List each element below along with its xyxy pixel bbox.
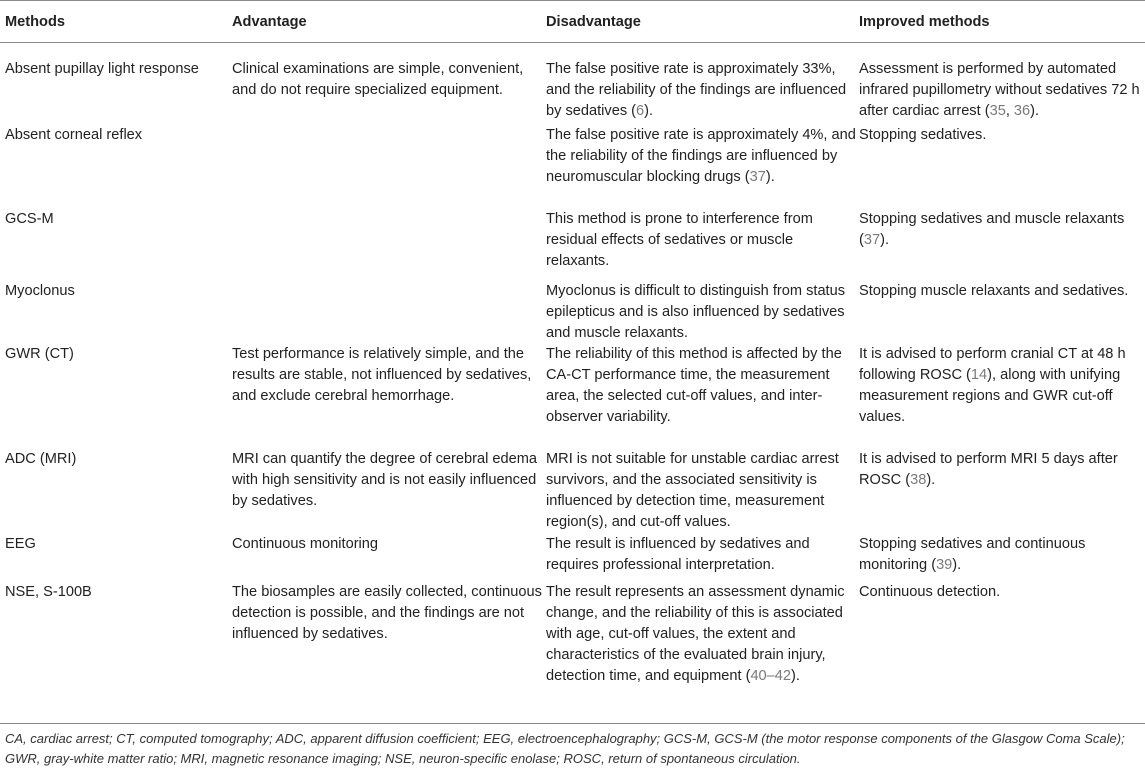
advantage-cell: Test performance is relatively simple, and the results are stable, not influenced by sedatives, and exclude cerebral hemorrhage. xyxy=(232,346,532,404)
improved-cell: Assessment is performed by automated infrared pupillometry without sedatives 72 h after cardiac arrest (35, 36). xyxy=(859,60,1140,119)
citation-link[interactable]: 6 xyxy=(636,102,645,119)
improved-cell xyxy=(859,344,1145,449)
method-cell: Myoclonus xyxy=(5,283,75,299)
citation-link[interactable]: 39 xyxy=(936,557,953,573)
header-methods: Methods xyxy=(0,0,232,42)
cell-tail: ). xyxy=(765,169,775,185)
cell-tail: ). xyxy=(880,232,890,248)
advantage-cell: The biosamples are easily collected, continuous detection is possible, and the findings are not influenced by sedatives. xyxy=(232,584,542,642)
improved-cell xyxy=(859,534,1145,582)
improved-cell xyxy=(859,449,1145,534)
cell-tail: ). xyxy=(926,472,936,488)
method-cell: GCS-M xyxy=(5,211,54,227)
table-row xyxy=(0,42,1145,125)
cell-text: This method is prone to interference from residual effects of sedatives or muscle relaxants. xyxy=(546,211,813,269)
disadvantage-cell xyxy=(546,534,859,582)
table-row xyxy=(0,582,1145,728)
advantage-cell xyxy=(232,281,546,344)
table-row xyxy=(0,209,1145,281)
advantage-cell: MRI can quantify the degree of cerebral edema with high sensitivity and is not easily influenced by sedatives. xyxy=(232,451,538,509)
cell-text: Assessment is performed by automated infrared pupillometry without sedatives 72 h after cardiac arrest ( xyxy=(859,60,1140,119)
improved-cell xyxy=(859,281,1145,344)
cell-text: Stopping sedatives and continuous monitoring ( xyxy=(859,536,1086,573)
cell-text: Stopping sedatives. xyxy=(859,127,987,143)
citation-link[interactable]: 35 xyxy=(989,102,1006,119)
improved-cell xyxy=(859,209,1145,281)
citation-link[interactable]: 37 xyxy=(863,232,881,248)
cell-text: It is advised to perform cranial CT at 48 h following ROSC ( xyxy=(859,346,1126,383)
table-footnote: CA, cardiac arrest; CT, computed tomography; ADC, apparent diffusion coefficient; EEG, electroencephalography; GCS-M, GCS-M (the motor response components of the Glasgow Coma Scale); GWR, gray-white matter ratio; MRI, magnetic resonance imaging; NSE, neuron-specific enolase; ROSC, return of spontaneous circulation. xyxy=(5,731,1125,766)
disadvantage-cell xyxy=(546,125,859,209)
cell-text: MRI is not suitable for unstable cardiac arrest survivors, and the associated sensitivity is influenced by detection time, measurement region(s), and cut-off values. xyxy=(546,451,839,530)
method-cell: NSE, S-100B xyxy=(5,584,92,600)
cell-tail: ), along with unifying measurement regions and GWR cut-off values. xyxy=(859,367,1121,425)
cell-text: The result represents an assessment dynamic change, and the reliability of this is associated with age, cut-off values, the extent and characteristics of the evaluated brain injury, detection time, and equipment ( xyxy=(546,584,845,684)
table-row xyxy=(0,344,1145,449)
cell-text: The reliability of this method is affected by the CA-CT performance time, the measurement area, the selected cut-off values, and inter-observer variability. xyxy=(546,346,842,425)
cell-text: The false positive rate is approximately 4%, and the reliability of the findings are influenced by neuromuscular blocking drugs ( xyxy=(546,127,856,185)
method-cell: GWR (CT) xyxy=(5,346,74,362)
improved-cell xyxy=(859,582,1145,728)
bottom-rule xyxy=(0,723,1145,724)
improved-cell xyxy=(859,125,1145,209)
advantage-cell xyxy=(232,209,546,281)
method-cell: ADC (MRI) xyxy=(5,451,77,467)
header-disadvantage: Disadvantage xyxy=(546,0,859,42)
disadvantage-cell xyxy=(546,281,859,344)
disadvantage-cell xyxy=(546,209,859,281)
disadvantage-cell xyxy=(546,582,859,728)
disadvantage-cell xyxy=(546,449,859,534)
method-cell: Absent pupillay light response xyxy=(5,60,199,77)
cell-text: Myoclonus is difficult to distinguish from status epilepticus and is also influenced by sedatives and muscle relaxants. xyxy=(546,283,846,341)
table-row xyxy=(0,281,1145,344)
table-row xyxy=(0,449,1145,534)
citation-link[interactable]: 37 xyxy=(749,169,766,185)
advantage-cell: Clinical examinations are simple, convenient, and do not require specialized equipment. xyxy=(232,60,524,98)
citation-link[interactable]: 14 xyxy=(970,367,988,383)
citation-link[interactable]: 40–42 xyxy=(750,668,792,684)
table-row xyxy=(0,125,1145,209)
advantage-cell: Continuous monitoring xyxy=(232,536,379,552)
cell-tail: ). xyxy=(791,668,800,684)
cell-text: Continuous detection. xyxy=(859,584,1001,600)
disadvantage-cell xyxy=(546,344,859,449)
cell-text: It is advised to perform MRI 5 days after ROSC ( xyxy=(859,451,1118,488)
citation-link[interactable]: 38 xyxy=(910,472,927,488)
disadvantage-cell xyxy=(546,42,859,125)
cell-text: The false positive rate is approximately 33%, and the reliability of the findings are influenced by sedatives ( xyxy=(546,60,847,119)
cell-tail: ). xyxy=(1030,102,1040,119)
cell-text: Stopping muscle relaxants and sedatives. xyxy=(859,283,1129,299)
cell-text: Stopping sedatives and muscle relaxants ( xyxy=(859,211,1125,248)
method-cell: EEG xyxy=(5,536,36,552)
cell-text: The result is influenced by sedatives and requires professional interpretation. xyxy=(546,536,810,573)
header-row xyxy=(0,0,1145,42)
cell-tail: ). xyxy=(952,557,962,573)
cell-tail: ). xyxy=(644,102,654,119)
header-improved-methods: Improved methods xyxy=(859,0,1145,42)
table-row xyxy=(0,534,1145,582)
citation-link[interactable]: 36 xyxy=(1013,102,1031,119)
method-cell: Absent corneal reflex xyxy=(5,127,143,143)
header-advantage: Advantage xyxy=(232,0,546,42)
advantage-cell xyxy=(232,125,546,209)
